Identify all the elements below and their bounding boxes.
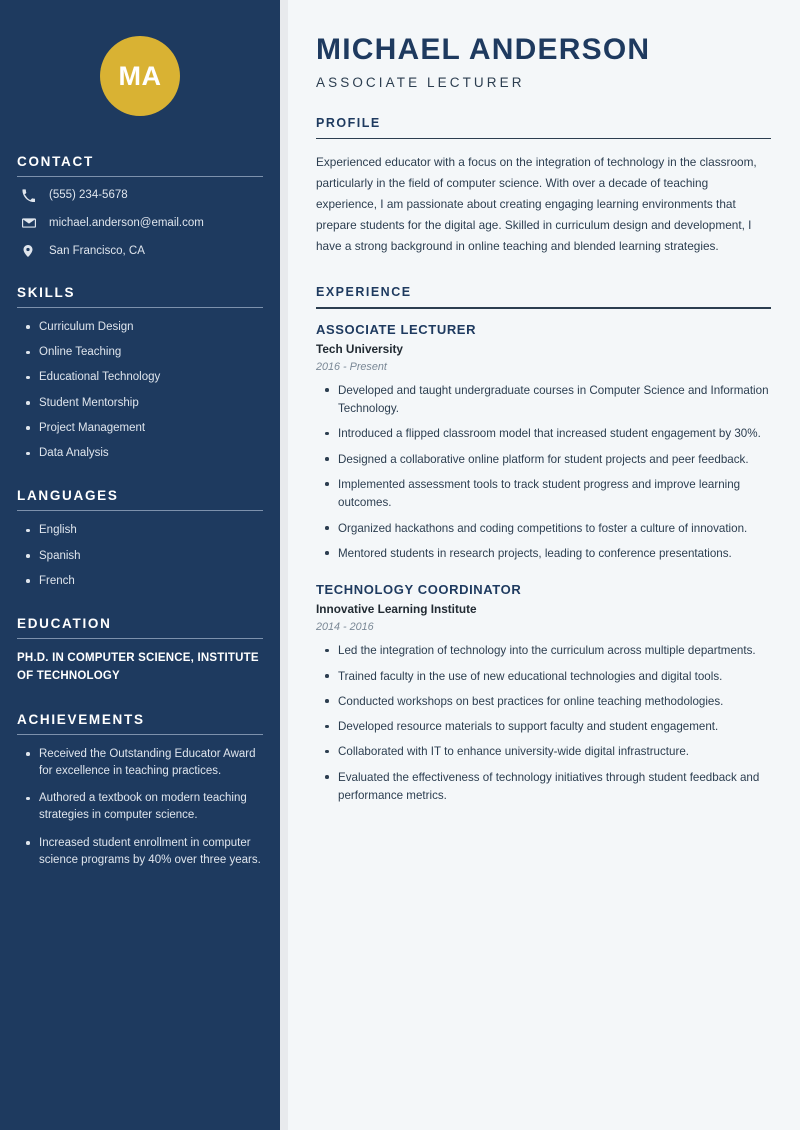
list-item: Spanish [21, 548, 263, 565]
list-item: Evaluated the effectiveness of technology initiatives through student feedback and performance metrics. [320, 769, 771, 806]
contact-phone-value: (555) 234-5678 [49, 189, 128, 201]
contact-item-phone[interactable] [17, 188, 263, 203]
list-item: Developed resource materials to support faculty and student engagement. [320, 718, 771, 736]
sidebar-heading-education: EDUCATION [17, 616, 112, 632]
sidebar-section-contact [17, 154, 263, 259]
experience-title: TECHNOLOGY COORDINATOR [316, 582, 522, 598]
sidebar-section-education [17, 616, 263, 686]
page-title: MICHAEL ANDERSON [316, 33, 651, 66]
list-item: Introduced a flipped classroom model that increased student engagement by 30%. [320, 425, 771, 443]
experience-dates: 2014 - 2016 [316, 621, 374, 634]
list-item: Trained faculty in the use of new educational technologies and digital tools. [320, 668, 771, 686]
section-heading-profile: PROFILE [316, 116, 381, 130]
skills-list [17, 319, 263, 463]
contact-email-value: michael.anderson@email.com [49, 216, 204, 229]
phone-icon [22, 189, 39, 202]
profile-paragraph: Experienced educator with a focus on the integration of technology in the classroom, particularly in the field of computer science. With over a decade of teaching experience, I am passionate about creating engaging learning environments that prepare students for the digital age. Skilled in curriculum design and development, I have a strong background in online teaching and blended learning strategies. [316, 155, 757, 254]
list-item: Implemented assessment tools to track student progress and improve learning outcomes. [320, 476, 771, 513]
experience-company: Innovative Learning Institute [316, 602, 477, 617]
list-item: English [21, 522, 263, 539]
list-item: Organized hackathons and coding competitions to foster a culture of innovation. [320, 520, 771, 538]
list-item: Authored a textbook on modern teaching strategies in computer science. [21, 790, 263, 825]
avatar-initials: MA [100, 36, 180, 116]
divider [17, 307, 263, 308]
list-item: Student Mentorship [21, 395, 263, 412]
envelope-icon [22, 216, 39, 230]
experience-dates: 2016 - Present [316, 360, 387, 373]
contact-item-email[interactable] [17, 216, 263, 231]
job-role-subtitle: ASSOCIATE LECTURER [316, 75, 525, 90]
divider [17, 638, 263, 639]
list-item: Collaborated with IT to enhance university-wide digital infrastructure. [320, 743, 771, 761]
sidebar-section-languages [17, 488, 263, 590]
list-item: Led the integration of technology into the curriculum across multiple departments. [320, 642, 771, 660]
experience-bullets [316, 642, 771, 805]
divider [17, 176, 263, 177]
section-profile [316, 116, 771, 257]
avatar-container [17, 0, 263, 154]
sidebar [0, 0, 280, 1130]
experience-bullets [316, 382, 771, 564]
sidebar-heading-achievements: ACHIEVEMENTS [17, 711, 145, 727]
list-item: Increased student enrollment in computer science programs by 40% over three years. [21, 835, 263, 870]
divider [316, 138, 771, 139]
sidebar-section-skills [17, 285, 263, 463]
experience-company: Tech University [316, 341, 403, 356]
location-pin-icon [22, 244, 39, 258]
list-item: Educational Technology [21, 369, 263, 386]
list-item: Designed a collaborative online platform for student projects and peer feedback. [320, 451, 771, 469]
achievements-list [17, 746, 263, 870]
education-entry: PH.D. IN COMPUTER SCIENCE, INSTITUTE OF TECHNOLOGY [17, 652, 259, 682]
list-item: Project Management [21, 420, 263, 437]
experience-entry [316, 322, 771, 564]
list-item: Data Analysis [21, 445, 263, 462]
main-content [288, 0, 800, 1130]
divider [17, 734, 263, 735]
list-item: Conducted workshops on best practices for online teaching methodologies. [320, 693, 771, 711]
section-heading-experience: EXPERIENCE [316, 285, 412, 300]
list-item: French [21, 573, 263, 590]
list-item: Online Teaching [21, 344, 263, 361]
section-experience [316, 285, 771, 805]
sidebar-heading-languages: LANGUAGES [17, 488, 119, 504]
divider [316, 307, 771, 308]
list-item: Curriculum Design [21, 319, 263, 336]
experience-entry [316, 582, 771, 805]
sidebar-heading-contact: CONTACT [17, 154, 94, 169]
languages-list [17, 522, 263, 590]
sidebar-section-achievements [17, 712, 263, 870]
list-item: Mentored students in research projects, leading to conference presentations. [320, 545, 771, 563]
list-item: Received the Outstanding Educator Award for excellence in teaching practices. [21, 746, 263, 781]
divider [17, 510, 263, 511]
contact-item-location[interactable] [17, 244, 263, 259]
contact-location-value: San Francisco, CA [49, 244, 145, 257]
experience-title: ASSOCIATE LECTURER [316, 321, 477, 337]
sidebar-heading-skills: SKILLS [17, 284, 76, 300]
list-item: Developed and taught undergraduate courses in Computer Science and Information Technology. [320, 382, 771, 419]
column-gap [280, 0, 288, 1130]
